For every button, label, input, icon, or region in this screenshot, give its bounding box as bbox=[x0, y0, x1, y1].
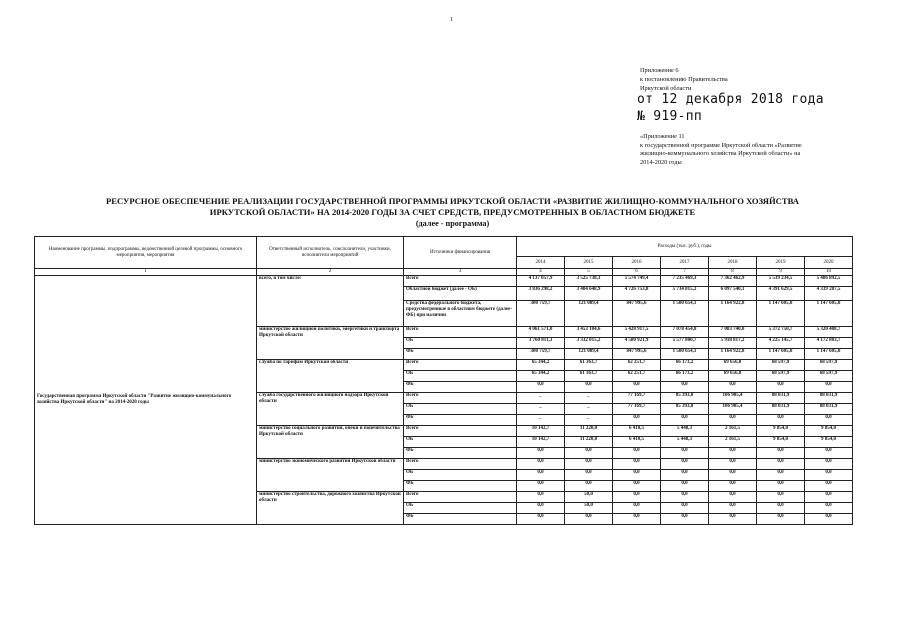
amount-cell: 0,0 bbox=[613, 514, 661, 525]
funding-source-cell: ФБ bbox=[404, 382, 517, 393]
amount-cell: 0,0 bbox=[565, 481, 613, 492]
amount-cell: _ bbox=[565, 415, 613, 426]
amount-cell: 85 393,0 bbox=[661, 393, 709, 404]
executor-cell: служба государственного жилищного надзора Иркутской области bbox=[257, 393, 404, 426]
amount-cell: 5 448,3 bbox=[661, 426, 709, 437]
amount-cell: 0,0 bbox=[661, 514, 709, 525]
amount-cell: 0,0 bbox=[709, 448, 757, 459]
amount-cell: 0,0 bbox=[613, 470, 661, 481]
amount-cell: 0,0 bbox=[613, 459, 661, 470]
amount-cell: 10 142,7 bbox=[517, 437, 565, 448]
amount-cell: 0,0 bbox=[565, 459, 613, 470]
amount-cell: 0,0 bbox=[709, 470, 757, 481]
funding-source-cell: ОБ bbox=[404, 503, 517, 514]
header-year: 2016 bbox=[613, 257, 661, 269]
amount-cell: 0,0 bbox=[805, 382, 853, 393]
amount-cell: 0,0 bbox=[517, 382, 565, 393]
amount-cell: 0,0 bbox=[757, 382, 805, 393]
amount-cell: 0,0 bbox=[757, 503, 805, 514]
program-name-cell: Государственная программа Иркутской области "Развитие жилищно-коммунального хозяйства Иркутской области" на 2014-2020 годы bbox=[35, 276, 257, 525]
amount-cell: 0,0 bbox=[661, 492, 709, 503]
amount-cell: 4 580 921,9 bbox=[613, 338, 661, 349]
funding-source-cell: ОБ bbox=[404, 371, 517, 382]
amount-cell: 1 500 654,1 bbox=[661, 349, 709, 360]
amount-cell: 0,0 bbox=[517, 514, 565, 525]
date-stamp: от 12 декабря 2018 года bbox=[637, 92, 824, 107]
amount-cell: 1 164 922,8 bbox=[709, 349, 757, 360]
amount-cell: 0,0 bbox=[757, 470, 805, 481]
column-index: 4 bbox=[517, 269, 565, 276]
amount-cell: 7 078 454,8 bbox=[661, 327, 709, 338]
amount-cell: 4 061 571,0 bbox=[517, 327, 565, 338]
amount-cell: 0,0 bbox=[661, 481, 709, 492]
title-line: ИРКУТСКОЙ ОБЛАСТИ» НА 2014-2020 ГОДЫ ЗА СЧЕТ СРЕДСТВ, ПРЕДУСМОТРЕННЫХ В ОБЛАСТНОМ БЮДЖЕТЕ bbox=[209, 207, 696, 217]
amount-cell: 0,0 bbox=[613, 415, 661, 426]
amount-cell: 5 372 750,7 bbox=[757, 327, 805, 338]
amount-cell: 300 759,7 bbox=[517, 301, 565, 327]
column-index: 3 bbox=[404, 269, 517, 276]
executor-cell: министерство экономического развития Иркутской области bbox=[257, 459, 404, 492]
resolution-header bbox=[640, 66, 728, 93]
amount-cell: _ bbox=[517, 415, 565, 426]
funding-source-cell: ФБ bbox=[404, 448, 517, 459]
amount-cell: 1 147 605,0 bbox=[805, 349, 853, 360]
amount-cell: 1 147 605,0 bbox=[757, 301, 805, 327]
header-year: 2017 bbox=[661, 257, 709, 269]
amount-cell: 847 995,6 bbox=[613, 301, 661, 327]
document-title bbox=[40, 196, 865, 229]
table-row bbox=[35, 276, 853, 287]
amount-cell: 1 164 922,8 bbox=[709, 301, 757, 327]
amount-cell: 9 854,0 bbox=[757, 437, 805, 448]
amount-cell: _ bbox=[565, 393, 613, 404]
funding-source-cell: ФБ bbox=[404, 349, 517, 360]
amount-cell: 0,0 bbox=[709, 492, 757, 503]
amount-cell: 69 656,0 bbox=[709, 371, 757, 382]
amount-cell: 0,0 bbox=[757, 492, 805, 503]
amount-cell: 0,0 bbox=[517, 470, 565, 481]
amount-cell: 77 169,7 bbox=[613, 404, 661, 415]
amount-cell: _ bbox=[517, 404, 565, 415]
amount-cell: 0,0 bbox=[613, 481, 661, 492]
amount-cell: 0,0 bbox=[517, 481, 565, 492]
amount-cell: 5 448,3 bbox=[661, 437, 709, 448]
amount-cell: 0,0 bbox=[709, 415, 757, 426]
amount-cell: 5 539 234,5 bbox=[757, 276, 805, 287]
funding-source-cell: Всего bbox=[404, 492, 517, 503]
amount-cell: 106 905,4 bbox=[709, 393, 757, 404]
amount-cell: 0,0 bbox=[709, 514, 757, 525]
column-index: 9 bbox=[757, 269, 805, 276]
amount-cell: 11 220,0 bbox=[565, 437, 613, 448]
amount-cell: 61 363,7 bbox=[565, 360, 613, 371]
executor-cell: служба по тарифам Иркутской области bbox=[257, 360, 404, 393]
amount-cell: 4 225 145,7 bbox=[757, 338, 805, 349]
appendix-line: 2014-2020 годы bbox=[640, 158, 682, 166]
amount-cell: 4 391 629,5 bbox=[757, 287, 805, 301]
amount-cell: 0,0 bbox=[517, 492, 565, 503]
funding-source-cell: Всего bbox=[404, 393, 517, 404]
amount-cell: 0,0 bbox=[661, 415, 709, 426]
amount-cell: 88 031,9 bbox=[757, 393, 805, 404]
amount-cell: 0,0 bbox=[709, 382, 757, 393]
appendix-note bbox=[640, 133, 875, 167]
funding-source-cell: ОБ bbox=[404, 470, 517, 481]
funding-source-cell: ОБ bbox=[404, 338, 517, 349]
title-line: РЕСУРСНОЕ ОБЕСПЕЧЕНИЕ РЕАЛИЗАЦИИ ГОСУДАРСТВЕННОЙ ПРОГРАММЫ ИРКУТСКОЙ ОБЛАСТИ «РАЗВИТИЕ ЖИЛИЩНО-КОММУНАЛЬНОГО ХОЗЯЙСТВА bbox=[105, 196, 799, 206]
amount-cell: 6 097 540,1 bbox=[709, 287, 757, 301]
column-index: 10 bbox=[805, 269, 853, 276]
amount-cell: 0,0 bbox=[661, 459, 709, 470]
header-year: 2018 bbox=[709, 257, 757, 269]
amount-cell: 88 031,9 bbox=[805, 393, 853, 404]
executor-cell: министерство жилищной политики, энергетики и транспорта Иркутской области bbox=[257, 327, 404, 360]
amount-cell: 62 251,7 bbox=[613, 360, 661, 371]
funding-source-cell: Всего bbox=[404, 459, 517, 470]
amount-cell: 121 089,4 bbox=[565, 349, 613, 360]
amount-cell: 3 836 298,2 bbox=[517, 287, 565, 301]
amount-cell: 0,0 bbox=[613, 503, 661, 514]
column-index: 7 bbox=[661, 269, 709, 276]
amount-cell: 3 525 738,3 bbox=[565, 276, 613, 287]
funding-source-cell: ОБ bbox=[404, 437, 517, 448]
amount-cell: 68 597,9 bbox=[757, 360, 805, 371]
amount-cell: 3 453 104,6 bbox=[565, 327, 613, 338]
amount-cell: 0,0 bbox=[613, 492, 661, 503]
amount-cell: 0,0 bbox=[805, 415, 853, 426]
amount-cell: 68 597,9 bbox=[757, 371, 805, 382]
amount-cell: 5 574 749,4 bbox=[613, 276, 661, 287]
amount-cell: 5 734 815,2 bbox=[661, 287, 709, 301]
amount-cell: 6 410,5 bbox=[613, 437, 661, 448]
amount-cell: 2 161,5 bbox=[709, 437, 757, 448]
amount-cell: 3 332 015,2 bbox=[565, 338, 613, 349]
amount-cell: 0,0 bbox=[517, 448, 565, 459]
page-number: 1 bbox=[450, 17, 453, 23]
amount-cell: 0,0 bbox=[805, 459, 853, 470]
amount-cell: 68 597,9 bbox=[805, 360, 853, 371]
resource-table bbox=[34, 236, 853, 525]
amount-cell: _ bbox=[565, 404, 613, 415]
executor-cell: министерство строительства, дорожного хозяйства Иркутской области bbox=[257, 492, 404, 525]
amount-cell: 9 854,0 bbox=[757, 426, 805, 437]
amount-cell: 300 759,7 bbox=[517, 349, 565, 360]
amount-cell: 0,0 bbox=[757, 448, 805, 459]
header-year: 2014 bbox=[517, 257, 565, 269]
executor-cell: министерство социального развития, опеки и попечительства Иркутской области bbox=[257, 426, 404, 459]
amount-cell: 0,0 bbox=[805, 448, 853, 459]
column-index: 5 bbox=[565, 269, 613, 276]
amount-cell: 0,0 bbox=[613, 448, 661, 459]
amount-cell: 9 854,0 bbox=[805, 426, 853, 437]
amount-cell: 0,0 bbox=[757, 459, 805, 470]
executor-cell: всего, в том числе: bbox=[257, 276, 404, 327]
funding-source-cell: Всего bbox=[404, 327, 517, 338]
amount-cell: 0,0 bbox=[757, 514, 805, 525]
header-line: к постановлению Правительства bbox=[640, 76, 728, 83]
amount-cell: 0,0 bbox=[709, 503, 757, 514]
amount-cell: _ bbox=[517, 393, 565, 404]
header-col-executor: Ответственный исполнитель, соисполнители, участники, исполнители мероприятий bbox=[257, 237, 404, 269]
amount-cell: 10 142,7 bbox=[517, 426, 565, 437]
amount-cell: 88 031,9 bbox=[757, 404, 805, 415]
appendix-line: жилищно-коммунального хозяйства Иркутской области» на bbox=[640, 150, 801, 158]
amount-cell: 4 172 803,7 bbox=[805, 338, 853, 349]
amount-cell: 0,0 bbox=[661, 382, 709, 393]
funding-source-cell: ОБ bbox=[404, 404, 517, 415]
funding-source-cell: Средства федерального бюджета, предусмотренные в областном бюджете (далее-ФБ) при наличии bbox=[404, 301, 517, 327]
header-line: Приложение 6 bbox=[640, 67, 679, 74]
amount-cell: 0,0 bbox=[805, 514, 853, 525]
amount-cell: 65 344,2 bbox=[517, 371, 565, 382]
amount-cell: 50,0 bbox=[565, 492, 613, 503]
amount-cell: 0,0 bbox=[565, 514, 613, 525]
amount-cell: 0,0 bbox=[757, 481, 805, 492]
amount-cell: 61 363,7 bbox=[565, 371, 613, 382]
amount-cell: 4 137 057,9 bbox=[517, 276, 565, 287]
amount-cell: 0,0 bbox=[517, 459, 565, 470]
amount-cell: 88 031,9 bbox=[805, 404, 853, 415]
amount-cell: 0,0 bbox=[805, 481, 853, 492]
amount-cell: 121 089,4 bbox=[565, 301, 613, 327]
funding-source-cell: Всего bbox=[404, 276, 517, 287]
amount-cell: 6 410,5 bbox=[613, 426, 661, 437]
amount-cell: 5 428 917,5 bbox=[613, 327, 661, 338]
amount-cell: 0,0 bbox=[805, 470, 853, 481]
amount-cell: 106 905,4 bbox=[709, 404, 757, 415]
header-year: 2019 bbox=[757, 257, 805, 269]
amount-cell: 0,0 bbox=[661, 503, 709, 514]
title-subline: (далее - программа) bbox=[415, 219, 490, 228]
column-index: 1 bbox=[35, 269, 257, 276]
amount-cell: 0,0 bbox=[517, 503, 565, 514]
amount-cell: 0,0 bbox=[661, 448, 709, 459]
amount-cell: 0,0 bbox=[661, 470, 709, 481]
amount-cell: 5 918 817,2 bbox=[709, 338, 757, 349]
amount-cell: 69 656,0 bbox=[709, 360, 757, 371]
amount-cell: 0,0 bbox=[805, 492, 853, 503]
amount-cell: 1 147 605,0 bbox=[805, 301, 853, 327]
header-expenses: Расходы (тыс. руб.), годы bbox=[517, 237, 853, 257]
amount-cell: 7 083 740,0 bbox=[709, 327, 757, 338]
amount-cell: 0,0 bbox=[565, 382, 613, 393]
amount-cell: 2 161,5 bbox=[709, 426, 757, 437]
amount-cell: 9 854,0 bbox=[805, 437, 853, 448]
amount-cell: 50,0 bbox=[565, 503, 613, 514]
header-year: 2015 bbox=[565, 257, 613, 269]
amount-cell: 5 320 408,7 bbox=[805, 327, 853, 338]
amount-cell: 1 500 654,1 bbox=[661, 301, 709, 327]
amount-cell: 85 393,0 bbox=[661, 404, 709, 415]
amount-cell: 5 577 800,7 bbox=[661, 338, 709, 349]
amount-cell: 7 235 469,3 bbox=[661, 276, 709, 287]
funding-source-cell: ФБ bbox=[404, 415, 517, 426]
amount-cell: 0,0 bbox=[565, 448, 613, 459]
header-line: Иркутской области bbox=[640, 85, 692, 92]
amount-cell: 62 251,7 bbox=[613, 371, 661, 382]
amount-cell: 0,0 bbox=[805, 503, 853, 514]
amount-cell: 77 169,7 bbox=[613, 393, 661, 404]
column-index: 6 bbox=[613, 269, 661, 276]
amount-cell: 68 597,9 bbox=[805, 371, 853, 382]
column-index: 8 bbox=[709, 269, 757, 276]
header-col-source: Источники финансирования bbox=[404, 237, 517, 269]
amount-cell: 7 362 462,9 bbox=[709, 276, 757, 287]
amount-cell: 0,0 bbox=[709, 459, 757, 470]
amount-cell: 66 173,2 bbox=[661, 360, 709, 371]
amount-cell: 0,0 bbox=[757, 415, 805, 426]
amount-cell: 65 344,2 bbox=[517, 360, 565, 371]
amount-cell: 3 760 811,3 bbox=[517, 338, 565, 349]
amount-cell: 1 147 605,0 bbox=[757, 349, 805, 360]
funding-source-cell: Всего bbox=[404, 426, 517, 437]
amount-cell: 66 173,2 bbox=[661, 371, 709, 382]
amount-cell: 4 339 287,5 bbox=[805, 287, 853, 301]
funding-source-cell: ФБ bbox=[404, 481, 517, 492]
amount-cell: 11 220,0 bbox=[565, 426, 613, 437]
number-stamp: № 919-пп bbox=[637, 109, 703, 124]
column-index: 2 bbox=[257, 269, 404, 276]
appendix-line: «Приложение 11 bbox=[640, 133, 685, 140]
amount-cell: 0,0 bbox=[565, 470, 613, 481]
amount-cell: 4 726 753,8 bbox=[613, 287, 661, 301]
header-col-name: Наименование программы, подпрограммы, ведомственной целевой программы, основного мероприятия, мероприятия bbox=[35, 237, 257, 269]
funding-source-cell: Всего bbox=[404, 360, 517, 371]
amount-cell: 847 995,6 bbox=[613, 349, 661, 360]
amount-cell: 0,0 bbox=[613, 382, 661, 393]
amount-cell: 5 486 892,5 bbox=[805, 276, 853, 287]
funding-source-cell: Областной бюджет (далее - ОБ) bbox=[404, 287, 517, 301]
amount-cell: 3 404 648,9 bbox=[565, 287, 613, 301]
appendix-line: к государственной программе Иркутской области «Развитие bbox=[640, 141, 802, 149]
header-year: 2020 bbox=[805, 257, 853, 269]
funding-source-cell: ФБ bbox=[404, 514, 517, 525]
amount-cell: 0,0 bbox=[709, 481, 757, 492]
